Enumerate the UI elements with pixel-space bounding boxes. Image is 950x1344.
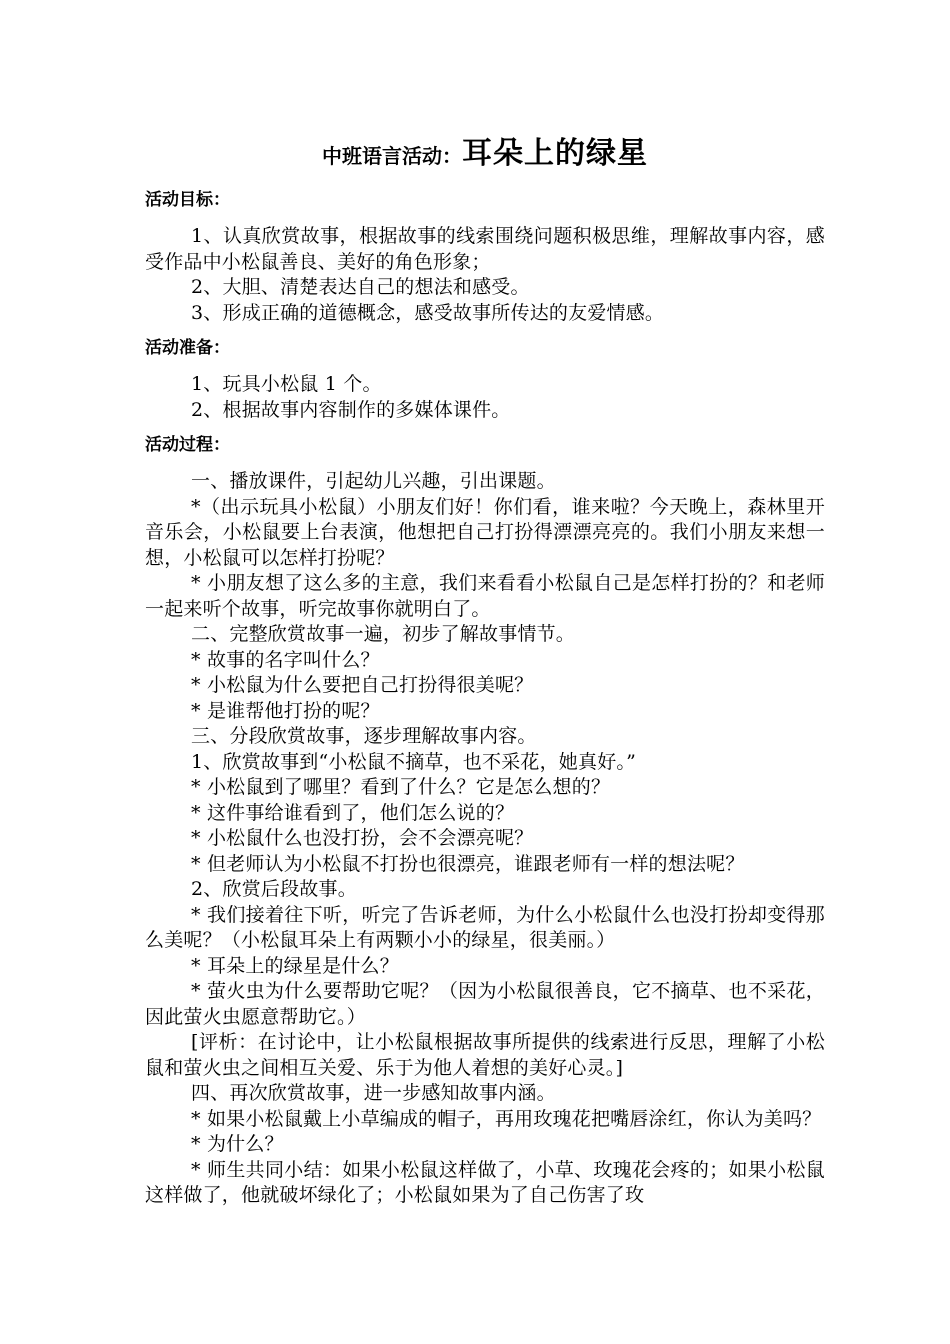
goal-item: 1、认真欣赏故事，根据故事的线索围绕问题积极思维，理解故事内容，感受作品中小松鼠善良、美好的角色形象； <box>145 225 825 273</box>
process-paragraph: * 耳朵上的绿星是什么？ <box>191 954 399 977</box>
process-paragraph: 四、再次欣赏故事，进一步感知故事内涵。 <box>191 1082 556 1104</box>
heading-goals: 活动目标： <box>145 190 230 210</box>
process-paragraph: *（出示玩具小松鼠）小朋友们好！你们看，谁来啦？今天晚上，森林里开音乐会，小松鼠要上台表演，他想把自己打扮得漂漂亮亮的。我们小朋友来想一想，小松鼠可以怎样打扮呢？ <box>145 495 825 569</box>
process-paragraph: * 是谁帮他打扮的呢？ <box>191 699 380 722</box>
process-paragraph: 三、分段欣赏故事，逐步理解故事内容。 <box>191 725 537 747</box>
process-paragraph: * 故事的名字叫什么？ <box>191 648 380 671</box>
process-paragraph: 二、完整欣赏故事一遍，初步了解故事情节。 <box>191 623 576 645</box>
process-paragraph: * 为什么？ <box>191 1133 284 1155</box>
process-paragraph: 一、播放课件，引起幼儿兴趣，引出课题。 <box>191 470 556 492</box>
goal-item: 3、形成正确的道德概念，感受故事所传达的友爱情感。 <box>191 301 665 324</box>
process-paragraph: * 小松鼠到了哪里？看到了什么？它是怎么想的？ <box>191 776 611 798</box>
process-paragraph: * 小朋友想了这么多的主意，我们来看看小松鼠自己是怎样打扮的？和老师一起来听个故事，听完故事你就明白了。 <box>145 572 825 620</box>
process-paragraph: 1、欣赏故事到“小松鼠不摘草，也不采花，她真好。” <box>191 750 637 773</box>
process-paragraph: * 师生共同小结：如果小松鼠这样做了，小草、玫瑰花会疼的；如果小松鼠这样做了，他就破坏绿化了；小松鼠如果为了自己伤害了玫 <box>145 1158 825 1206</box>
process-paragraph: * 我们接着往下听，听完了告诉老师，为什么小松鼠什么也没打扮却变得那么美呢？（小松鼠耳朵上有两颗小小的绿星，很美丽。） <box>145 903 825 951</box>
process-paragraph: * 小松鼠为什么要把自己打扮得很美呢？ <box>191 674 534 696</box>
process-paragraph: * 小松鼠什么也没打扮，会不会漂亮呢？ <box>191 827 534 849</box>
goal-item: 2、大胆、清楚表达自己的想法和感受。 <box>191 276 530 298</box>
process-paragraph: [评析：在讨论中，让小松鼠根据故事所提供的线索进行反思，理解了小松鼠和萤火虫之间相互关爱、乐于为他人着想的美好心灵。] <box>145 1031 825 1079</box>
title-main: 耳朵上的绿星 <box>462 136 648 171</box>
document-page <box>145 132 825 1209</box>
document-title <box>145 132 825 176</box>
title-prefix: 中班语言活动： <box>322 144 462 168</box>
process-paragraph: * 如果小松鼠戴上小草编成的帽子，再用玫瑰花把嘴唇涂红，你认为美吗？ <box>191 1107 822 1130</box>
process-paragraph: * 但老师认为小松鼠不打扮也很漂亮，谁跟老师有一样的想法呢？ <box>191 852 745 875</box>
heading-process: 活动过程： <box>145 435 230 455</box>
prep-item: 2、根据故事内容制作的多媒体课件。 <box>191 398 511 421</box>
process-paragraph: 2、欣赏后段故事。 <box>191 878 357 900</box>
process-paragraph: * 萤火虫为什么要帮助它呢？（因为小松鼠很善良，它不摘草、也不采花，因此萤火虫愿意帮助它。） <box>145 980 825 1028</box>
prep-item: 1、玩具小松鼠 1 个。 <box>191 373 382 395</box>
process-paragraph: * 这件事给谁看到了，他们怎么说的？ <box>191 801 515 824</box>
heading-prep: 活动准备： <box>145 338 230 358</box>
